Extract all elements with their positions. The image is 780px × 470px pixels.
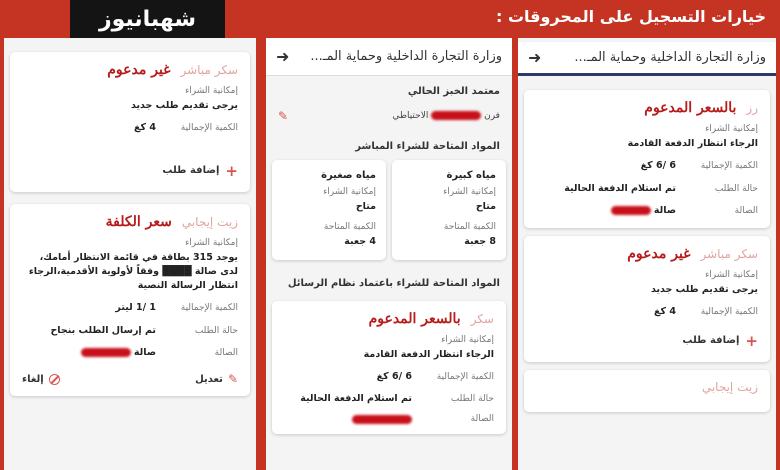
bakery-row[interactable] — [266, 101, 512, 131]
buy-value: متاح — [475, 201, 496, 212]
oil-card[interactable] — [524, 370, 770, 412]
card-status: بالسعر المدعوم — [644, 100, 737, 116]
water-small-card[interactable] — [272, 160, 386, 260]
buy-label: إمكانية الشراء — [705, 124, 758, 134]
card-title: مياه كبيرة — [446, 170, 496, 181]
hall-label: الصالة — [214, 347, 238, 358]
screenshot-right — [518, 38, 776, 470]
card-title: زيت إيجابي — [181, 214, 238, 229]
app-title: وزارة التجارة الداخلية وحماية المـ... — [574, 50, 766, 65]
qty-label: الكمية المتاحة — [323, 222, 376, 233]
add-request-button[interactable]: + إضافة طلب — [682, 331, 758, 350]
add-request-button[interactable]: + إضافة طلب — [162, 161, 238, 180]
direct-items — [266, 156, 512, 264]
redaction — [81, 348, 131, 357]
buy-label: إمكانية الشراء — [185, 86, 238, 96]
buy-value: الرجاء انتظار الدفعة القادمة — [627, 138, 758, 149]
qty-value: 6 /6 كغ — [376, 370, 412, 382]
buy-label: إمكانية الشراء — [443, 187, 496, 197]
qty-label: الكمية الإجمالية — [700, 307, 758, 318]
direct-section-title: المواد المتاحة للشراء المباشر — [355, 141, 500, 152]
back-arrow-icon[interactable]: ➜ — [276, 47, 290, 66]
qty-value: 6 /6 كغ — [640, 160, 676, 172]
qty-value: 4 كغ — [134, 122, 156, 134]
screenshot-left — [4, 38, 256, 470]
redaction — [352, 415, 412, 424]
redaction — [431, 111, 481, 120]
card-title: زيت إيجابي — [701, 379, 758, 394]
cancel-button[interactable]: إلغاء — [22, 374, 60, 385]
card-title: مياه صغيرة — [321, 170, 376, 181]
card-title: سكر — [470, 311, 494, 326]
screenshot-middle — [266, 38, 512, 470]
header — [0, 0, 780, 38]
rice-card[interactable] — [524, 90, 770, 228]
state-label: حالة الطلب — [714, 183, 758, 194]
site-logo: شهبانيوز — [70, 0, 225, 38]
buy-label: إمكانية الشراء — [705, 270, 758, 280]
back-arrow-icon[interactable]: ➜ — [528, 48, 542, 67]
buy-value: يرجى تقديم طلب جديد — [130, 100, 238, 111]
bakery-section-title: معتمد الخبز الحالي — [407, 86, 500, 97]
edit-pencil-icon[interactable]: ✎ — [278, 109, 289, 123]
card-status: غير مدعوم — [107, 62, 171, 78]
plus-icon: + — [745, 331, 758, 350]
qty-label: الكمية الإجمالية — [436, 371, 494, 382]
plus-icon: + — [225, 161, 238, 180]
water-big-card[interactable] — [392, 160, 506, 260]
buy-value: متاح — [355, 201, 376, 212]
card-status: غير مدعوم — [627, 246, 691, 262]
qty-label: الكمية الإجمالية — [700, 161, 758, 172]
sms-section-title: المواد المتاحة للشراء باعتماد نظام الرسائل — [287, 277, 500, 289]
card-title: سكر مباشر — [180, 63, 238, 77]
app-bar — [518, 42, 776, 76]
sugar-card[interactable] — [524, 236, 770, 362]
qty-value: 8 جعبة — [464, 236, 496, 248]
card-status: سعر الكلفة — [105, 213, 172, 230]
oil-card[interactable] — [10, 204, 250, 397]
app-bar — [266, 38, 512, 76]
sugar-subsidized-card[interactable] — [272, 301, 506, 435]
buy-value: يوجد 315 بطاقة في قائمة الانتظار أمامك، لدى صالة ████ وفقاً لأولوية الأقدمية،الرجاء انتظار الرسالة النصية — [28, 251, 238, 291]
state-value: تم استلام الدفعة الحالية — [564, 182, 676, 194]
cancel-icon — [49, 374, 60, 385]
card-title: سكر مباشر — [700, 247, 758, 261]
qty-value: 4 كغ — [654, 306, 676, 318]
card-actions — [22, 360, 238, 386]
pencil-icon: ✎ — [227, 372, 238, 386]
buy-value: الرجاء انتظار الدفعة القادمة — [363, 348, 494, 360]
qty-label: الكمية الإجمالية — [180, 123, 238, 134]
sugar-card[interactable] — [10, 52, 250, 192]
buy-label: إمكانية الشراء — [185, 237, 238, 248]
edit-button[interactable]: ✎ تعديل — [195, 372, 238, 386]
hall-value: صالة — [611, 204, 676, 218]
page-title: خيارات التسجيل على المحروقات : — [495, 7, 766, 26]
qty-value: 4 جعبة — [344, 236, 376, 248]
state-value: تم استلام الدفعة الحالية — [300, 393, 412, 404]
card-status: بالسعر المدعوم — [368, 310, 461, 327]
redaction — [611, 206, 651, 215]
buy-label: إمكانية الشراء — [441, 334, 494, 345]
state-label: حالة الطلب — [194, 325, 238, 336]
state-value: تم إرسال الطلب بنجاح — [50, 324, 156, 336]
buy-value: يرجى تقديم طلب جديد — [650, 284, 758, 295]
buy-label: إمكانية الشراء — [323, 187, 376, 197]
qty-label: الكمية الإجمالية — [180, 303, 238, 314]
hall-label: الصالة — [470, 414, 494, 425]
hall-value: صالة — [81, 346, 156, 360]
qty-label: الكمية المتاحة — [443, 222, 496, 233]
hall-label: الصالة — [734, 205, 758, 216]
card-title: رز — [746, 101, 758, 115]
qty-value: 1 /1 ليتر — [115, 302, 156, 314]
state-label: حالة الطلب — [450, 394, 494, 405]
bakery-value: فرن الاحتياطي — [392, 111, 500, 121]
app-title: وزارة التجارة الداخلية وحماية المـ... — [310, 49, 502, 64]
